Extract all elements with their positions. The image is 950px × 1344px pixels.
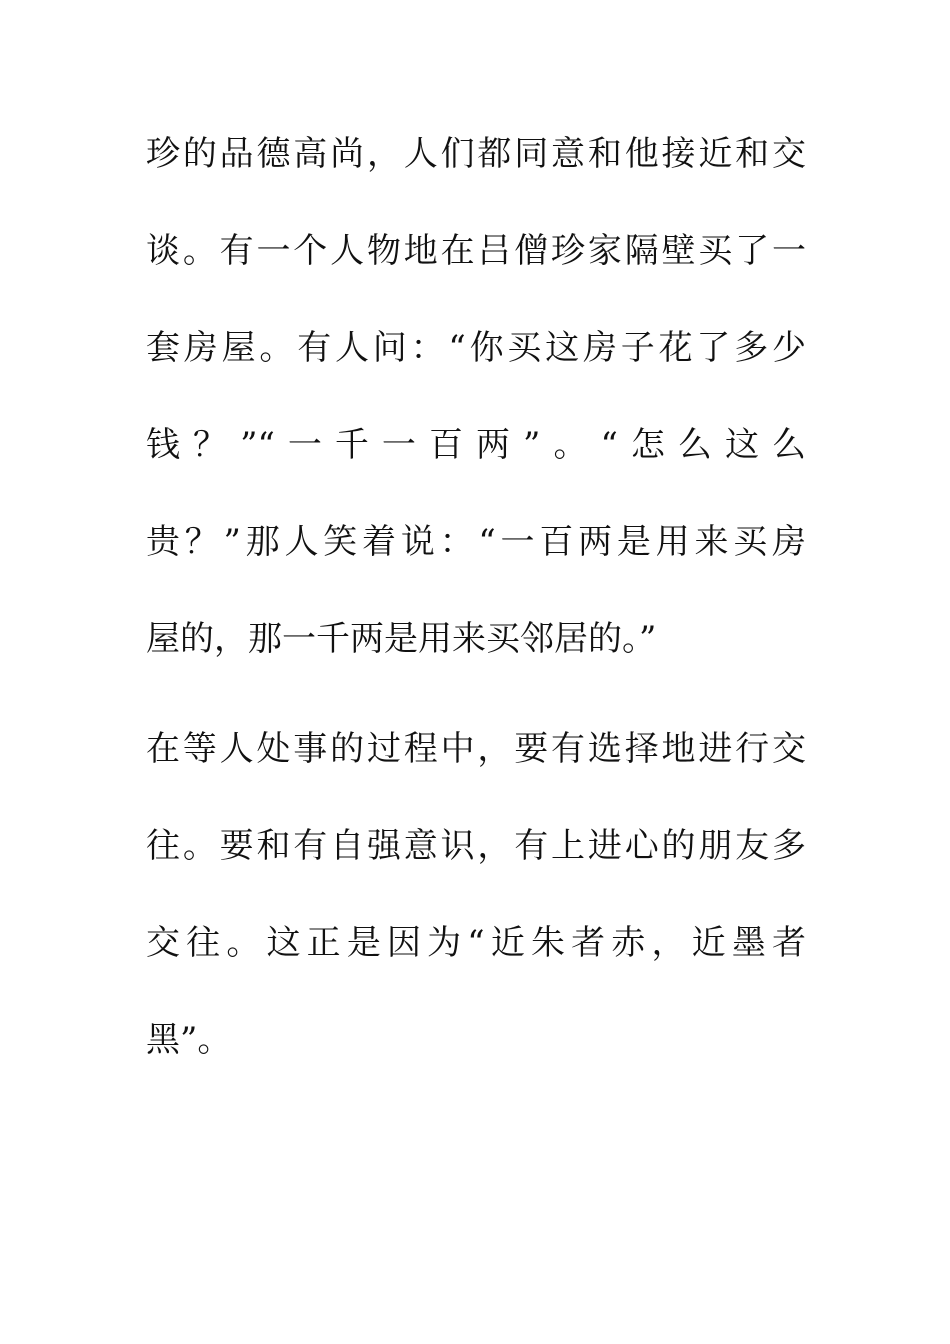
text-line: 往。要和有自强意识，有上进心的朋友多 — [146, 826, 806, 866]
text-line: 贵？”那人笑着说：“一百两是用来买房 — [146, 522, 806, 562]
text-line: 套房屋。有人问：“你买这房子花了多少 — [146, 328, 806, 368]
text-line: 钱？”“一千一百两”。“怎么这么 — [146, 425, 806, 465]
text-line: 珍的品德高尚，人们都同意和他接近和交 — [146, 134, 806, 174]
text-line: 屋的，那一千两是用来买邻居的。” — [146, 619, 657, 659]
text-line: 在等人处事的过程中，要有选择地进行交 — [146, 729, 806, 769]
text-line: 交往。这正是因为“近朱者赤，近墨者 — [146, 923, 806, 963]
text-line: 黑”。 — [146, 1020, 232, 1060]
text-line: 谈。有一个人物地在吕僧珍家隔壁买了一 — [146, 231, 806, 271]
